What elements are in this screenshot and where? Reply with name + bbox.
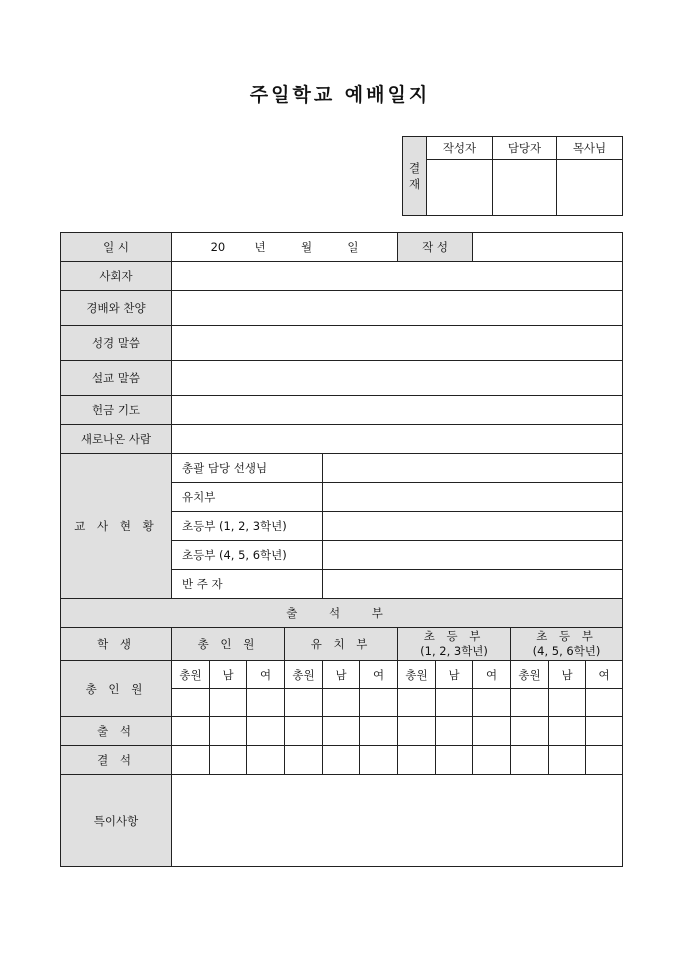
- count-cell[interactable]: [473, 689, 511, 717]
- row-field-scripture[interactable]: [172, 326, 623, 361]
- approval-sign-manager[interactable]: [493, 160, 557, 216]
- count-cell[interactable]: [511, 746, 549, 775]
- date-month-unit: 월: [300, 240, 313, 254]
- approval-label-1: 결: [408, 161, 421, 175]
- group-elem-lower: [398, 628, 511, 661]
- row-label-sermon: 설교 말씀: [61, 361, 172, 396]
- sub-header-male: 남: [549, 661, 586, 689]
- absent-label: 결 석: [61, 746, 172, 775]
- count-cell[interactable]: [586, 746, 623, 775]
- approval-table: [402, 136, 623, 216]
- count-cell[interactable]: [473, 746, 511, 775]
- count-cell[interactable]: [436, 689, 473, 717]
- total-label: 총 인 원: [61, 661, 172, 717]
- row-field-host[interactable]: [172, 262, 623, 291]
- count-cell[interactable]: [247, 689, 285, 717]
- teachers-label: 교 사 현 황: [61, 454, 172, 599]
- sub-header-male: 남: [210, 661, 247, 689]
- count-cell[interactable]: [398, 746, 436, 775]
- row-label-praise: 경배와 찬양: [61, 291, 172, 326]
- sub-header-female: 여: [586, 661, 623, 689]
- approval-col-pastor: 목사님: [557, 137, 623, 160]
- count-cell[interactable]: [586, 689, 623, 717]
- sub-header-female: 여: [247, 661, 285, 689]
- notes-field[interactable]: [172, 775, 623, 867]
- sub-header-total: 총원: [398, 661, 436, 689]
- teacher-row-field-kinder[interactable]: [323, 483, 623, 512]
- date-field[interactable]: [172, 233, 398, 262]
- student-label: 학 생: [61, 628, 172, 661]
- row-label-offering-prayer: 헌금 기도: [61, 396, 172, 425]
- present-label: 출 석: [61, 717, 172, 746]
- count-cell[interactable]: [436, 717, 473, 746]
- approval-label: [403, 137, 427, 216]
- count-cell[interactable]: [549, 746, 586, 775]
- count-cell[interactable]: [285, 717, 323, 746]
- approval-col-manager: 담당자: [493, 137, 557, 160]
- worship-log-table: [60, 232, 623, 867]
- teacher-row-field-elem-lower[interactable]: [323, 512, 623, 541]
- row-field-sermon[interactable]: [172, 361, 623, 396]
- count-cell[interactable]: [172, 689, 210, 717]
- count-cell[interactable]: [210, 746, 247, 775]
- group-elem-lower-line2: (1, 2, 3학년): [420, 644, 488, 658]
- sub-header-total: 총원: [511, 661, 549, 689]
- sub-header-female: 여: [360, 661, 398, 689]
- count-cell[interactable]: [511, 717, 549, 746]
- count-cell[interactable]: [549, 717, 586, 746]
- row-label-newcomers: 새로나온 사람: [61, 425, 172, 454]
- count-cell[interactable]: [473, 717, 511, 746]
- group-elem-upper-line1: 초 등 부: [536, 629, 597, 643]
- count-cell[interactable]: [586, 717, 623, 746]
- count-cell[interactable]: [549, 689, 586, 717]
- row-field-newcomers[interactable]: [172, 425, 623, 454]
- count-cell[interactable]: [511, 689, 549, 717]
- author-field[interactable]: [473, 233, 623, 262]
- count-cell[interactable]: [398, 717, 436, 746]
- approval-col-author: 작성자: [427, 137, 493, 160]
- group-elem-lower-line1: 초 등 부: [423, 629, 485, 643]
- count-cell[interactable]: [172, 746, 210, 775]
- author-label: 작 성: [398, 233, 473, 262]
- count-cell[interactable]: [360, 746, 398, 775]
- count-cell[interactable]: [360, 717, 398, 746]
- count-cell[interactable]: [285, 746, 323, 775]
- teacher-row-label-accompanist: 반 주 자: [172, 570, 323, 599]
- count-cell[interactable]: [323, 689, 360, 717]
- attendance-title: 출 석 부: [61, 599, 623, 628]
- count-cell[interactable]: [436, 746, 473, 775]
- count-cell[interactable]: [247, 746, 285, 775]
- count-cell[interactable]: [210, 689, 247, 717]
- approval-label-2: 재: [408, 177, 421, 191]
- group-elem-upper-line2: (4, 5, 6학년): [532, 644, 601, 658]
- teacher-row-field-lead[interactable]: [323, 454, 623, 483]
- row-label-host: 사회자: [61, 262, 172, 291]
- row-field-offering-prayer[interactable]: [172, 396, 623, 425]
- teacher-row-field-elem-upper[interactable]: [323, 541, 623, 570]
- row-label-scripture: 성경 말씀: [61, 326, 172, 361]
- count-cell[interactable]: [323, 717, 360, 746]
- sub-header-female: 여: [473, 661, 511, 689]
- row-field-praise[interactable]: [172, 291, 623, 326]
- approval-sign-pastor[interactable]: [557, 160, 623, 216]
- date-day-unit: 일: [347, 240, 359, 254]
- count-cell[interactable]: [360, 689, 398, 717]
- count-cell[interactable]: [172, 717, 210, 746]
- count-cell[interactable]: [323, 746, 360, 775]
- teacher-row-label-kinder: 유치부: [172, 483, 323, 512]
- group-kinder: 유 치 부: [285, 628, 398, 661]
- teacher-row-label-lead: 총괄 담당 선생님: [172, 454, 323, 483]
- date-year-unit: 년: [254, 240, 266, 254]
- date-label: 일 시: [61, 233, 172, 262]
- teacher-row-field-accompanist[interactable]: [323, 570, 623, 599]
- teacher-row-label-elem-lower: 초등부 (1, 2, 3학년): [172, 512, 323, 541]
- sub-header-male: 남: [436, 661, 473, 689]
- group-total: 총 인 원: [172, 628, 285, 661]
- sub-header-male: 남: [323, 661, 360, 689]
- count-cell[interactable]: [210, 717, 247, 746]
- count-cell[interactable]: [285, 689, 323, 717]
- notes-label: 특이사항: [61, 775, 172, 867]
- teacher-row-label-elem-upper: 초등부 (4, 5, 6학년): [172, 541, 323, 570]
- date-year: 20: [210, 240, 226, 254]
- sub-header-total: 총원: [285, 661, 323, 689]
- sub-header-total: 총원: [172, 661, 210, 689]
- count-cell[interactable]: [247, 717, 285, 746]
- group-elem-upper: [511, 628, 623, 661]
- approval-sign-author[interactable]: [427, 160, 493, 216]
- page-title: 주일학교 예배일지: [249, 84, 431, 106]
- count-cell[interactable]: [398, 689, 436, 717]
